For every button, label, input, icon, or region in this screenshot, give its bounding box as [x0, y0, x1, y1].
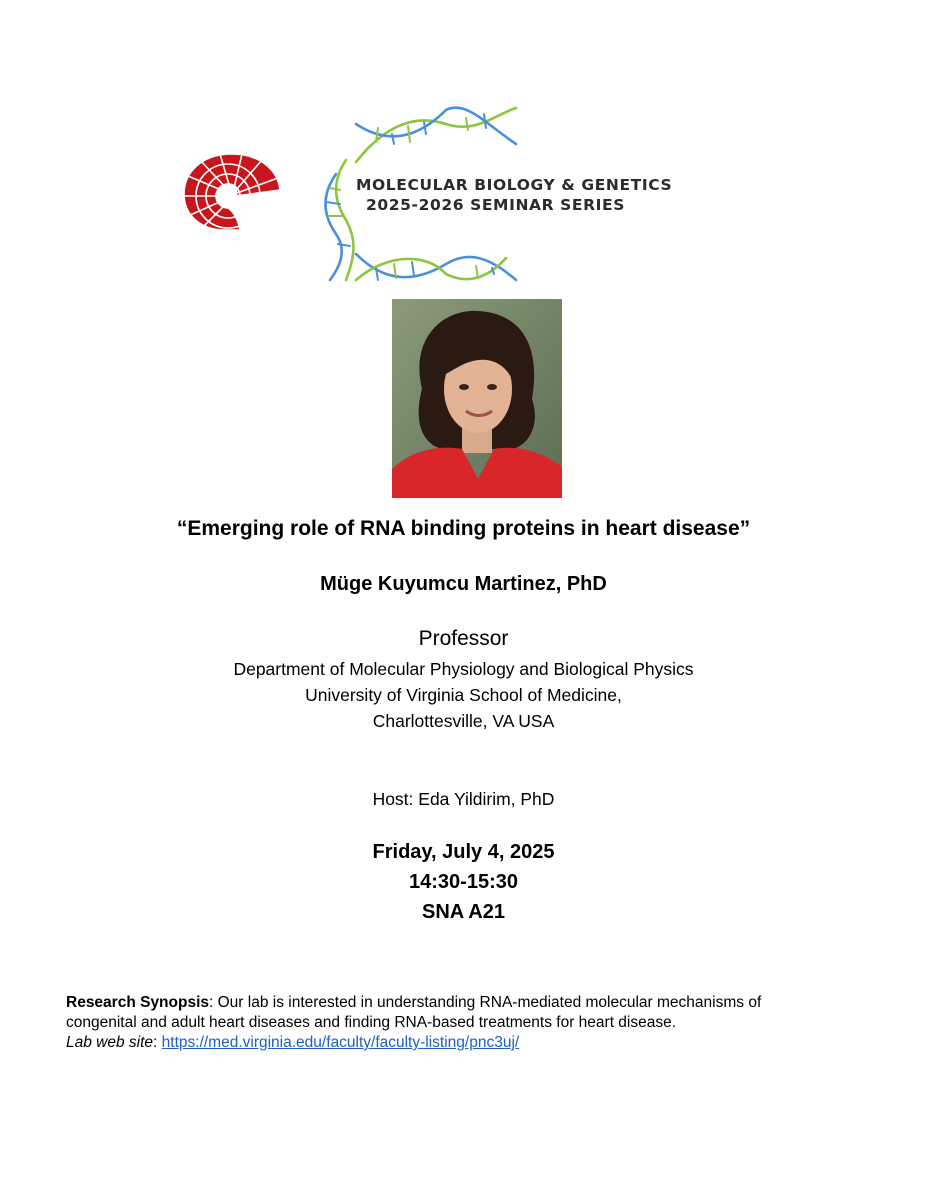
synopsis-text-line1: : Our lab is interested in understanding RNA-mediated molecular mechanisms of: [209, 994, 762, 1011]
dna-helix-graphic: [316, 104, 716, 284]
speaker-location: Charlottesville, VA USA: [372, 711, 555, 731]
speaker-photo: [392, 299, 562, 498]
synopsis-label: Research Synopsis: [66, 994, 210, 1011]
speaker-department: Department of Molecular Physiology and Biological Physics: [233, 659, 694, 679]
seminar-series-years: 2025-2026 SEMINAR SERIES: [366, 196, 625, 214]
seminar-date: Friday, July 4, 2025: [372, 841, 555, 863]
university-logo: [180, 150, 284, 234]
lab-website-link[interactable]: https://med.virginia.edu/faculty/faculty-listing/pnc3uj/: [161, 1034, 520, 1051]
seminar-room: SNA A21: [422, 901, 505, 923]
research-synopsis: [66, 993, 866, 1053]
lab-website-separator: :: [153, 1034, 162, 1051]
seminar-time: 14:30-15:30: [409, 871, 518, 893]
synopsis-text-line2: congenital and adult heart diseases and finding RNA-based treatments for heart disease.: [66, 1014, 677, 1031]
seminar-series-title: MOLECULAR BIOLOGY & GENETICS: [356, 176, 673, 194]
talk-title: “Emerging role of RNA binding proteins in heart disease”: [176, 517, 751, 540]
speaker-position: Professor: [418, 627, 509, 650]
speaker-institution: University of Virginia School of Medicine,: [305, 685, 622, 705]
host-name: Host: Eda Yildirim, PhD: [372, 789, 555, 809]
lab-website-label: Lab web site: [66, 1034, 154, 1051]
speaker-name: Müge Kuyumcu Martinez, PhD: [320, 573, 607, 595]
